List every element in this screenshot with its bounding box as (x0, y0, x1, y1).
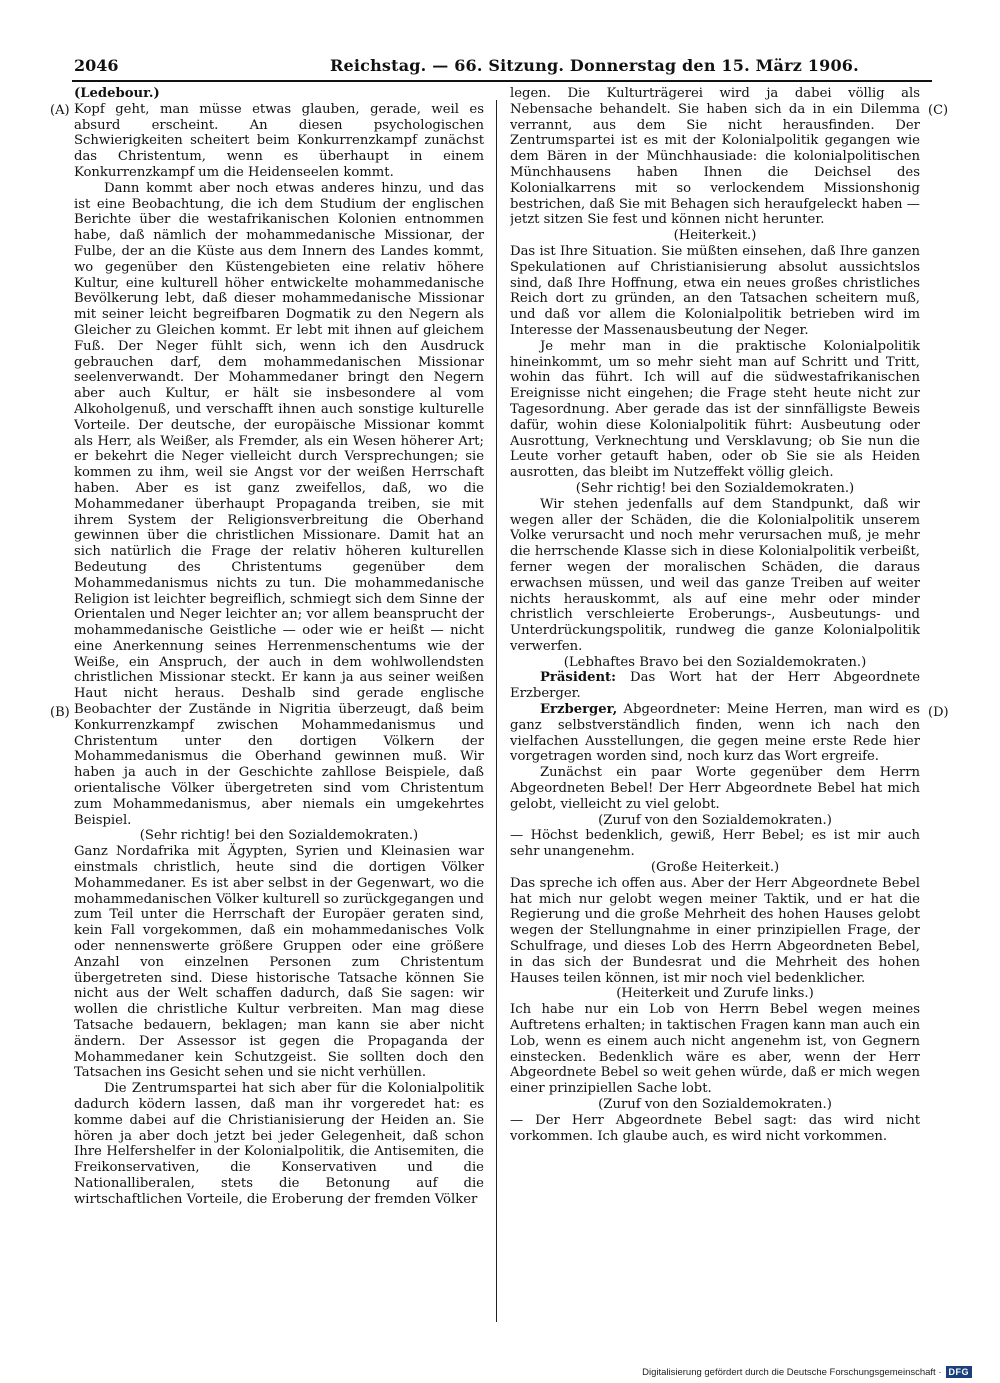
page-number: 2046 (74, 56, 119, 75)
dfg-logo: DFG (946, 1366, 973, 1378)
interjection: (Heiterkeit und Zurufe links.) (616, 986, 814, 1002)
speech-text: Abgeordneter: Meine Herren, man wird es ganz selbstverständlich finden, wenn ich nach den vielfachen Ausstellungen, die gegen meine erste Rede hier vorgetragen worden sind, noch kurz das Wort ergreife. (510, 702, 920, 765)
speech-text: Das Wort hat der Herr Abgeordnete Erzberger. (510, 670, 920, 702)
paragraph: Wir stehen jedenfalls auf dem Standpunkt, daß wir wegen aller der Schäden, die die Kolonialpolitik unserem Volke verursacht und noch mehr verursachen muß, je mehr die herrschende Klasse sich in diese Kolonialpolitik verbeißt, ferner wegen der moralischen Schäden, die daraus erwachsen müssen, und weil das ganze Treiben auf weiter nichts herauskommt, als auf eine mehr oder minder christlich verschleierte Eroberungs-, Ausbeutungs- und Unterdrückungspolitik, rundweg die ganze Kolonialpolitik verwerfen. (510, 496, 920, 654)
running-title: Reichstag. — 66. Sitzung. Donnerstag den 15. März 1906. (330, 56, 859, 75)
margin-mark-a: (A) (50, 103, 70, 118)
header-rule (72, 80, 932, 82)
speaker-paragraph (510, 670, 920, 702)
interjection: (Sehr richtig! bei den Sozialdemokraten.) (139, 828, 419, 844)
paragraph: Kopf geht, man müsse etwas glauben, gerade, weil es absurd erscheint. An diesen psychologischen Schwierigkeiten scheitert beim Konkurrenzkampf zunächst das Christentum, wenn es überhaupt in einem Konkurrenzkampf um die Heidenseelen kommt. (74, 101, 484, 180)
speaker-name: Erzberger, (540, 702, 618, 718)
interjection: (Sehr richtig! bei den Sozialdemokraten.) (575, 480, 855, 496)
left-column (74, 86, 484, 1328)
footer-text: Digitalisierung gefördert durch die Deutsche Forschungsgemeinschaft · (642, 1366, 942, 1378)
paragraph: Das spreche ich offen aus. Aber der Herr Abgeordnete Bebel hat mich nur gelobt wegen meiner Taktik, und er hat die Regierung und die große Mehrheit des hohen Hauses gelobt wegen der Stellungnahme in einer prinzipiellen Frage, der Schulfrage, und dieses Lob des Herrn Abgeordneten Bebel, in das sich der Bundesrat und die Mehrheit des hohen Hauses teilen können, ist mir noch viel bedenklicher. (510, 875, 920, 986)
margin-mark-c: (C) (928, 103, 949, 118)
paragraph: Die Zentrumspartei hat sich aber für die Kolonialpolitik dadurch ködern lassen, daß man ihr vorgeredet hat: es komme dabei auf die Christianisierung der Heiden an. Sie hören ja aber doch jetzt bei jeder Gelegenheit, daß schon Ihre Helfershelfer in der Kolonialpolitik, die Antisemiten, die Freikonservativen, die Konservativen und die Nationalliberalen, stets die Betonung auf die wirtschaftlichen Vorteile, die Eroberung der fremden Völker (74, 1081, 484, 1207)
page-header (60, 56, 940, 82)
paragraph: Dann kommt aber noch etwas anderes hinzu, und das ist eine Beobachtung, die ich dem Studium der englischen Berichte über die westafrikanischen Kolonien entnommen habe, daß nämlich der mohammedanische Missionar, der Fulbe, der an die Küste aus dem Innern des Landes kommt, wo gegenüber den Küstengebieten eine relativ höhere Kultur, eine kulturell höher entwickelte mohammedanische Bevölkerung lebt, daß dieser mohammedanische Missionar mit seiner leicht begreifbaren Dogmatik zu den Negern als Gleicher zu Gleichen kommt. Er lebt mit ihnen auf gleichem Fuß. Der Neger fühlt sich, wenn ich den Ausdruck gebrauchen darf, dem mohammedanischen Missionar seelenverwandt. Der Mohammedaner bringt den Negern aber auch Kultur, er hält sie insbesondere al vom Alkoholgenuß, und verschafft ihnen auch sonstige kulturelle Vorteile. Der deutsche, der europäische Missionar kommt als Herr, als Weißer, als Fremder, als ein Wesen höherer Art; er bekehrt die Neger vielleicht durch Versprechungen; sie kommen zu ihm, weil sie Angst vor der weißen Herrschaft haben. Aber es ist ganz zweifellos, daß, wo die Mohammedaner überhaupt Propaganda treiben, sie mit ihrem System der Religionsverbreitung die Oberhand gewinnen über die christlichen Missionare. Damit hat an sich natürlich die Frage der relativ höheren kulturellen Bedeutung des Christentums gegenüber dem Mohammedanismus nichts zu tun. Die mohammedanische Religion ist leichter begreiflich, schmiegt sich dem Sinne der Orientalen und Neger leichter an; vor allem beansprucht der mohammedanische Geistliche — oder wie er heißt — nicht eine Anerkennung seines Herrenmenschentums wie der Weiße, ein Anspruch, der auch in dem wohlwollendsten christlichen Missionar steckt. Er kann ja aus seiner weißen Haut nicht heraus. Deshalb sind gerade englische Beobachter der Zustände in Nigritia überzeugt, daß beim Konkurrenzkampf zwischen Mohammedanismus und Christentum unter den dortigen Völkern der Mohammedanismus die Oberhand gewinnen muß. Wir haben ja auch in der Geschichte zahllose Beispiele, daß orientalische Völker übergetreten sind vom Christentum zum Mohammedanismus, aber niemals ein umgekehrtes Beispiel. (74, 180, 484, 828)
paragraph: — Höchst bedenklich, gewiß, Herr Bebel; es ist mir auch sehr unangenehm. (510, 828, 920, 860)
speaker-name: Präsident: (540, 670, 617, 686)
paragraph: legen. Die Kulturträgerei wird ja dabei völlig als Nebensache behandelt. Sie haben sich da in ein Dilemma verrannt, aus dem Sie nicht herausfinden. Der Zentrumspartei ist es mit der Kolonialpolitik gegangen wie dem Bären in der Münchhausiade: die kolonialpolitischen Münchhausens haben Ihnen die Deichsel des Kolonialkarrens mit so verlockendem Missionshonig bestrichen, daß Sie mit Behagen sich heraufgeleckt haben — jetzt sitzen Sie fest und können nicht herunter. (510, 86, 920, 228)
paragraph: — Der Herr Abgeordnete Bebel sagt: das wird nicht vorkommen. Ich glaube auch, es wird nicht vorkommen. (510, 1112, 920, 1144)
paragraph: Je mehr man in die praktische Kolonialpolitik hineinkommt, um so mehr sieht man auf Schritt und Tritt, wohin das führt. Ich will auf die südwestafrikanischen Ereignisse nicht eingehen; die Frage steht heute nicht zur Tagesordnung. Aber gerade das ist der sinnfälligste Beweis dafür, wohin diese Kolonialpolitik führt: Ausbeutung oder Ausrottung, Verknechtung und Versklavung; ob Sie nun die Leute vorher getauft haben, oder ob Sie sie als Heiden ausrotten, das bleibt im Nutzeffekt völlig gleich. (510, 338, 920, 481)
margin-mark-b: (B) (50, 705, 70, 720)
speaker-paragraph (510, 702, 920, 765)
interjection: (Heiterkeit.) (673, 228, 757, 244)
interjection: (Zuruf von den Sozialdemokraten.) (598, 1097, 832, 1112)
right-column (510, 86, 920, 1318)
paragraph: Das ist Ihre Situation. Sie müßten einsehen, daß Ihre ganzen Spekulationen auf Christianisierung absolut aussichtslos sind, daß Ihre Hoffnung, etwa ein neues großes christliches Reich dort zu gründen, an den Tatsachen scheitern muß, und daß vor allem die Kolonialpolitik betrieben wird im Interesse der Massenausbeutung der Neger. (510, 243, 920, 338)
column-divider (496, 100, 497, 1322)
speaker-tag: (Ledebour.) (74, 86, 160, 101)
interjection: (Große Heiterkeit.) (650, 860, 780, 876)
interjection: (Zuruf von den Sozialdemokraten.) (598, 812, 832, 828)
paragraph: Ich habe nur ein Lob von Herrn Bebel wegen meines Auftretens erhalten; in taktischen Fragen kann man auch ein Lob, wenn es einem auch nicht angenehm ist, von Gegnern einstecken. Bedenklich wäre es aber, wenn der Herr Abgeordnete Bebel so weit gehen würde, daß er mich wegen einer prinzipiellen Sache lobt. (510, 1002, 920, 1097)
margin-mark-d: (D) (928, 705, 949, 720)
interjection: (Lebhaftes Bravo bei den Sozialdemokraten.) (563, 654, 867, 670)
paragraph: Zunächst ein paar Worte gegenüber dem Herrn Abgeordneten Bebel! Der Herr Abgeordnete Bebel hat mich gelobt, vielleicht zu viel gelobt. (510, 765, 920, 812)
digitization-footer (642, 1366, 972, 1378)
paragraph: Ganz Nordafrika mit Ägypten, Syrien und Kleinasien war einstmals christlich, heute sind die dortigen Völker Mohammedaner. Es ist aber selbst in der Gegenwart, wo die mohammedanischen Völker kulturell so zurückgegangen und zum Teil unter die Herrschaft der Europäer geraten sind, kein Fall vorgekommen, daß ein mohammedanisches Volk oder nennenswerte größere Gruppen oder eine größere Anzahl von einzelnen Personen zum Christentum übergetreten sind. Diese historische Tatsache können Sie nicht aus der Welt schaffen dadurch, daß Sie sagen: wir wollen die christliche Kultur verbreiten. Man mag diese Tatsache bedauern, beklagen; man kann sie aber nicht ändern. Der Assessor ist gegen die Propaganda der Mohammedaner kein Schutzgeist. Sie sollten doch den Tatsachen ins Gesicht sehen und sie nicht verhüllen. (74, 844, 484, 1081)
